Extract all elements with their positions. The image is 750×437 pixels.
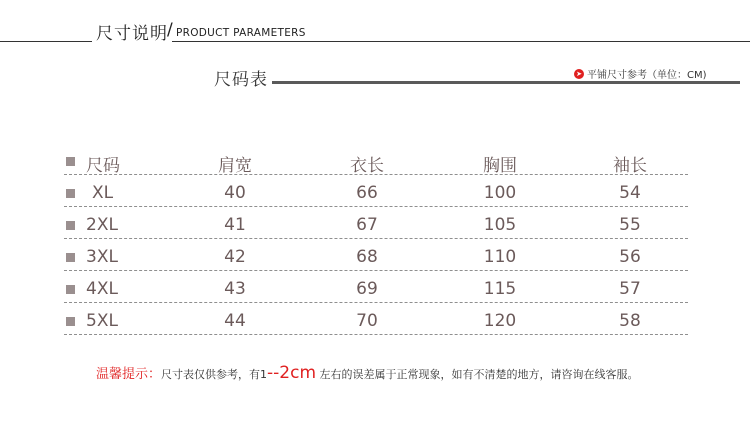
row-bullet-square bbox=[66, 317, 75, 326]
size-chart-title: 尺码表 bbox=[214, 70, 268, 90]
measurement-reference-text: 平铺尺寸参考（单位：CM) bbox=[587, 70, 707, 81]
cell-sleeve: 58 bbox=[619, 311, 641, 331]
col-header-shoulder: 肩宽 bbox=[218, 156, 252, 176]
row-separator bbox=[64, 302, 688, 303]
row-separator bbox=[64, 270, 688, 271]
table-row bbox=[64, 307, 688, 335]
row-separator bbox=[64, 174, 688, 175]
table-header-row bbox=[64, 147, 688, 175]
cell-chest: 120 bbox=[483, 311, 517, 331]
cell-size: 2XL bbox=[86, 215, 118, 235]
header-title-en: PRODUCT PARAMETERS bbox=[176, 27, 306, 39]
cell-chest: 110 bbox=[483, 247, 517, 267]
row-bullet-square bbox=[66, 157, 75, 166]
row-separator bbox=[64, 334, 688, 335]
col-header-length: 衣长 bbox=[350, 156, 384, 176]
note-label: 温馨提示： bbox=[96, 367, 162, 382]
header-title-cn: 尺寸说明 bbox=[96, 24, 168, 44]
cell-length: 70 bbox=[356, 311, 378, 331]
table-row bbox=[64, 275, 688, 303]
cell-shoulder: 44 bbox=[224, 311, 246, 331]
cell-length: 69 bbox=[356, 279, 378, 299]
col-header-sleeve: 袖长 bbox=[613, 156, 647, 176]
header-slash: / bbox=[167, 20, 173, 40]
note-text-2: 左右的误差属于正常现象，如有不清楚的地方，请咨询在线客服。 bbox=[316, 368, 639, 381]
cell-length: 66 bbox=[356, 183, 378, 203]
row-bullet-square bbox=[66, 253, 75, 262]
arrow-right-circle-icon: ➤ bbox=[574, 69, 584, 79]
cell-sleeve: 56 bbox=[619, 247, 641, 267]
table-row bbox=[64, 211, 688, 239]
cell-chest: 115 bbox=[483, 279, 517, 299]
cell-length: 68 bbox=[356, 247, 378, 267]
header-rule-right bbox=[172, 41, 750, 42]
table-row bbox=[64, 243, 688, 271]
cell-sleeve: 54 bbox=[619, 183, 641, 203]
cell-size: 4XL bbox=[86, 279, 118, 299]
row-separator bbox=[64, 206, 688, 207]
cell-size: 3XL bbox=[86, 247, 118, 267]
cell-shoulder: 42 bbox=[224, 247, 246, 267]
cell-chest: 105 bbox=[483, 215, 517, 235]
cell-shoulder: 43 bbox=[224, 279, 246, 299]
row-bullet-square bbox=[66, 285, 75, 294]
cell-sleeve: 55 bbox=[619, 215, 641, 235]
col-header-size: 尺码 bbox=[86, 156, 120, 176]
measurement-reference bbox=[574, 66, 707, 81]
cell-sleeve: 57 bbox=[619, 279, 641, 299]
col-header-chest: 胸围 bbox=[483, 156, 517, 176]
row-bullet-square bbox=[66, 189, 75, 198]
cell-shoulder: 41 bbox=[224, 215, 246, 235]
cell-chest: 100 bbox=[483, 183, 517, 203]
row-bullet-square bbox=[66, 221, 75, 230]
note-range-big: --2cm bbox=[267, 363, 317, 383]
cell-length: 67 bbox=[356, 215, 378, 235]
size-chart-rule bbox=[272, 81, 740, 84]
header-rule-left bbox=[0, 41, 92, 42]
cell-shoulder: 40 bbox=[224, 183, 246, 203]
table-row bbox=[64, 179, 688, 207]
size-note bbox=[96, 363, 639, 383]
cell-size: 5XL bbox=[86, 311, 118, 331]
note-text-1: 尺寸表仅供参考，有 bbox=[161, 368, 261, 381]
note-range-small: 1 bbox=[260, 368, 268, 381]
row-separator bbox=[64, 238, 688, 239]
cell-size: XL bbox=[92, 183, 114, 203]
